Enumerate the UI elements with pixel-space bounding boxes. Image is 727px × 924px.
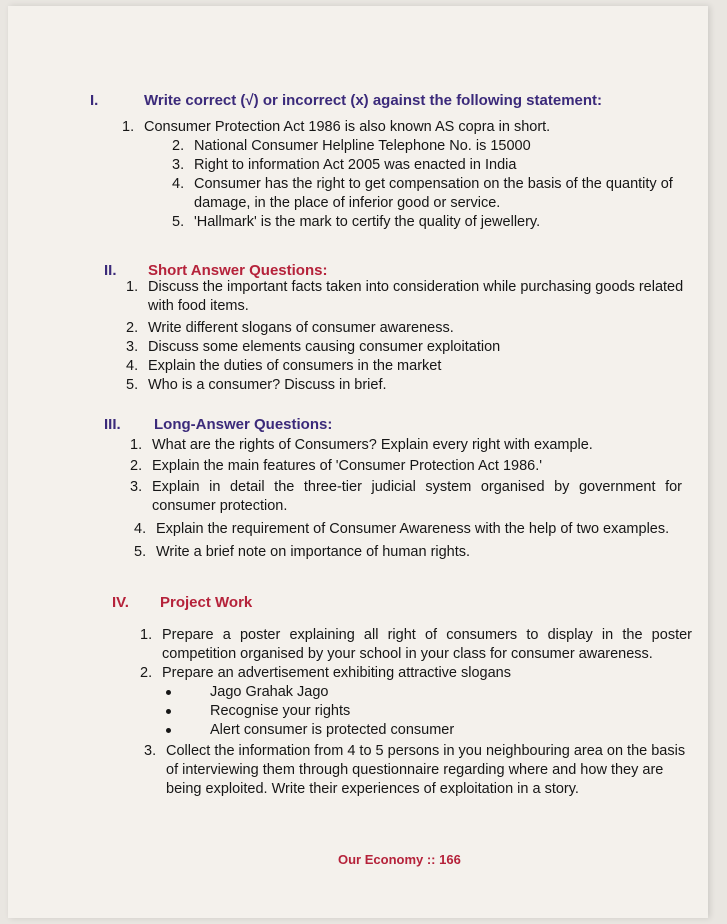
list-item bbox=[172, 137, 694, 156]
list-item bbox=[134, 520, 696, 539]
list-item bbox=[140, 626, 692, 664]
item-number: 3. bbox=[144, 743, 157, 759]
list-item bbox=[122, 118, 704, 137]
item-number: 4. bbox=[126, 358, 139, 374]
item-text: Prepare an advertisement exhibiting attractive slogans bbox=[162, 665, 511, 681]
list-item bbox=[172, 213, 694, 232]
item-text: Explain the main features of 'Consumer Protection Act 1986.' bbox=[152, 458, 542, 474]
section-long-answer bbox=[8, 416, 708, 562]
item-text: Write a brief note on importance of human rights. bbox=[156, 544, 471, 560]
item-text: Prepare a poster explaining all right of consumers to display in the poster competition organised by your school in your class for consumer awareness. bbox=[162, 627, 692, 662]
item-text: Who is a consumer? Discuss in brief. bbox=[148, 377, 387, 393]
item-number: 2. bbox=[126, 320, 139, 336]
section-project-work bbox=[8, 594, 708, 799]
list-item bbox=[130, 436, 692, 455]
item-number: 1. bbox=[122, 119, 135, 135]
item-text: Discuss some elements causing consumer exploitation bbox=[148, 339, 501, 355]
section-numeral: I. bbox=[90, 92, 99, 109]
item-text: National Consumer Helpline Telephone No. is 15000 bbox=[194, 138, 531, 154]
item-text: Right to information Act 2005 was enacted in India bbox=[194, 157, 517, 173]
item-number: 2. bbox=[172, 138, 185, 154]
section-heading: Short Answer Questions: bbox=[148, 262, 328, 279]
item-number: 2. bbox=[140, 665, 153, 681]
item-number: 3. bbox=[172, 157, 185, 173]
item-text: Explain the requirement of Consumer Awareness with the help of two examples. bbox=[156, 521, 670, 537]
slogan-item: Jago Grahak Jago bbox=[158, 683, 708, 702]
list-item bbox=[126, 357, 688, 376]
item-text: Explain in detail the three-tier judicial system organised by government for consumer protection. bbox=[152, 479, 682, 514]
item-text: Collect the information from 4 to 5 persons in you neighbouring area on the basis of interviewing them through questionnaire regarding where and how they are being exploited. Write their experiences of exploitation in a story. bbox=[166, 743, 686, 797]
list-item bbox=[172, 156, 694, 175]
page-footer: Our Economy :: 166 bbox=[338, 852, 461, 867]
item-text: What are the rights of Consumers? Explain every right with example. bbox=[152, 437, 593, 453]
item-number: 5. bbox=[126, 377, 139, 393]
section-numeral: IV. bbox=[112, 594, 129, 611]
list-item bbox=[134, 543, 696, 562]
textbook-page bbox=[8, 6, 708, 918]
item-number: 3. bbox=[126, 339, 139, 355]
item-text: 'Hallmark' is the mark to certify the quality of jewellery. bbox=[194, 214, 541, 230]
item-number: 4. bbox=[134, 521, 147, 537]
list-item bbox=[126, 319, 688, 338]
section-numeral: II. bbox=[104, 262, 117, 279]
item-number: 1. bbox=[130, 437, 143, 453]
list-item bbox=[172, 175, 684, 213]
item-text: Write different slogans of consumer awareness. bbox=[148, 320, 454, 336]
item-text: Consumer has the right to get compensation on the basis of the quantity of damage, in the place of inferior good or service. bbox=[194, 176, 673, 211]
list-item bbox=[140, 664, 692, 683]
item-number: 4. bbox=[172, 176, 185, 192]
list-item bbox=[126, 338, 688, 357]
section-short-answer bbox=[8, 262, 708, 395]
section-heading: Long-Answer Questions: bbox=[154, 416, 333, 433]
section-numeral: III. bbox=[104, 416, 121, 433]
slogan-item: Alert consumer is protected consumer bbox=[158, 721, 708, 740]
item-text: Consumer Protection Act 1986 is also known AS copra in short. bbox=[144, 119, 551, 135]
item-number: 1. bbox=[126, 279, 139, 295]
list-item bbox=[130, 457, 692, 476]
item-text: Discuss the important facts taken into consideration while purchasing goods related with food items. bbox=[148, 279, 684, 314]
list-item bbox=[126, 278, 688, 316]
list-item bbox=[144, 742, 696, 799]
list-item bbox=[130, 478, 682, 516]
section-heading: Project Work bbox=[160, 594, 253, 611]
section-correct-incorrect bbox=[8, 92, 708, 232]
section-heading: Write correct (√) or incorrect (x) against the following statement: bbox=[144, 92, 603, 109]
item-number: 5. bbox=[172, 214, 185, 230]
slogan-item: Recognise your rights bbox=[158, 702, 708, 721]
item-number: 5. bbox=[134, 544, 147, 560]
item-text: Explain the duties of consumers in the market bbox=[148, 358, 442, 374]
list-item bbox=[126, 376, 688, 395]
item-number: 3. bbox=[130, 479, 143, 495]
item-number: 2. bbox=[130, 458, 143, 474]
item-number: 1. bbox=[140, 627, 153, 643]
